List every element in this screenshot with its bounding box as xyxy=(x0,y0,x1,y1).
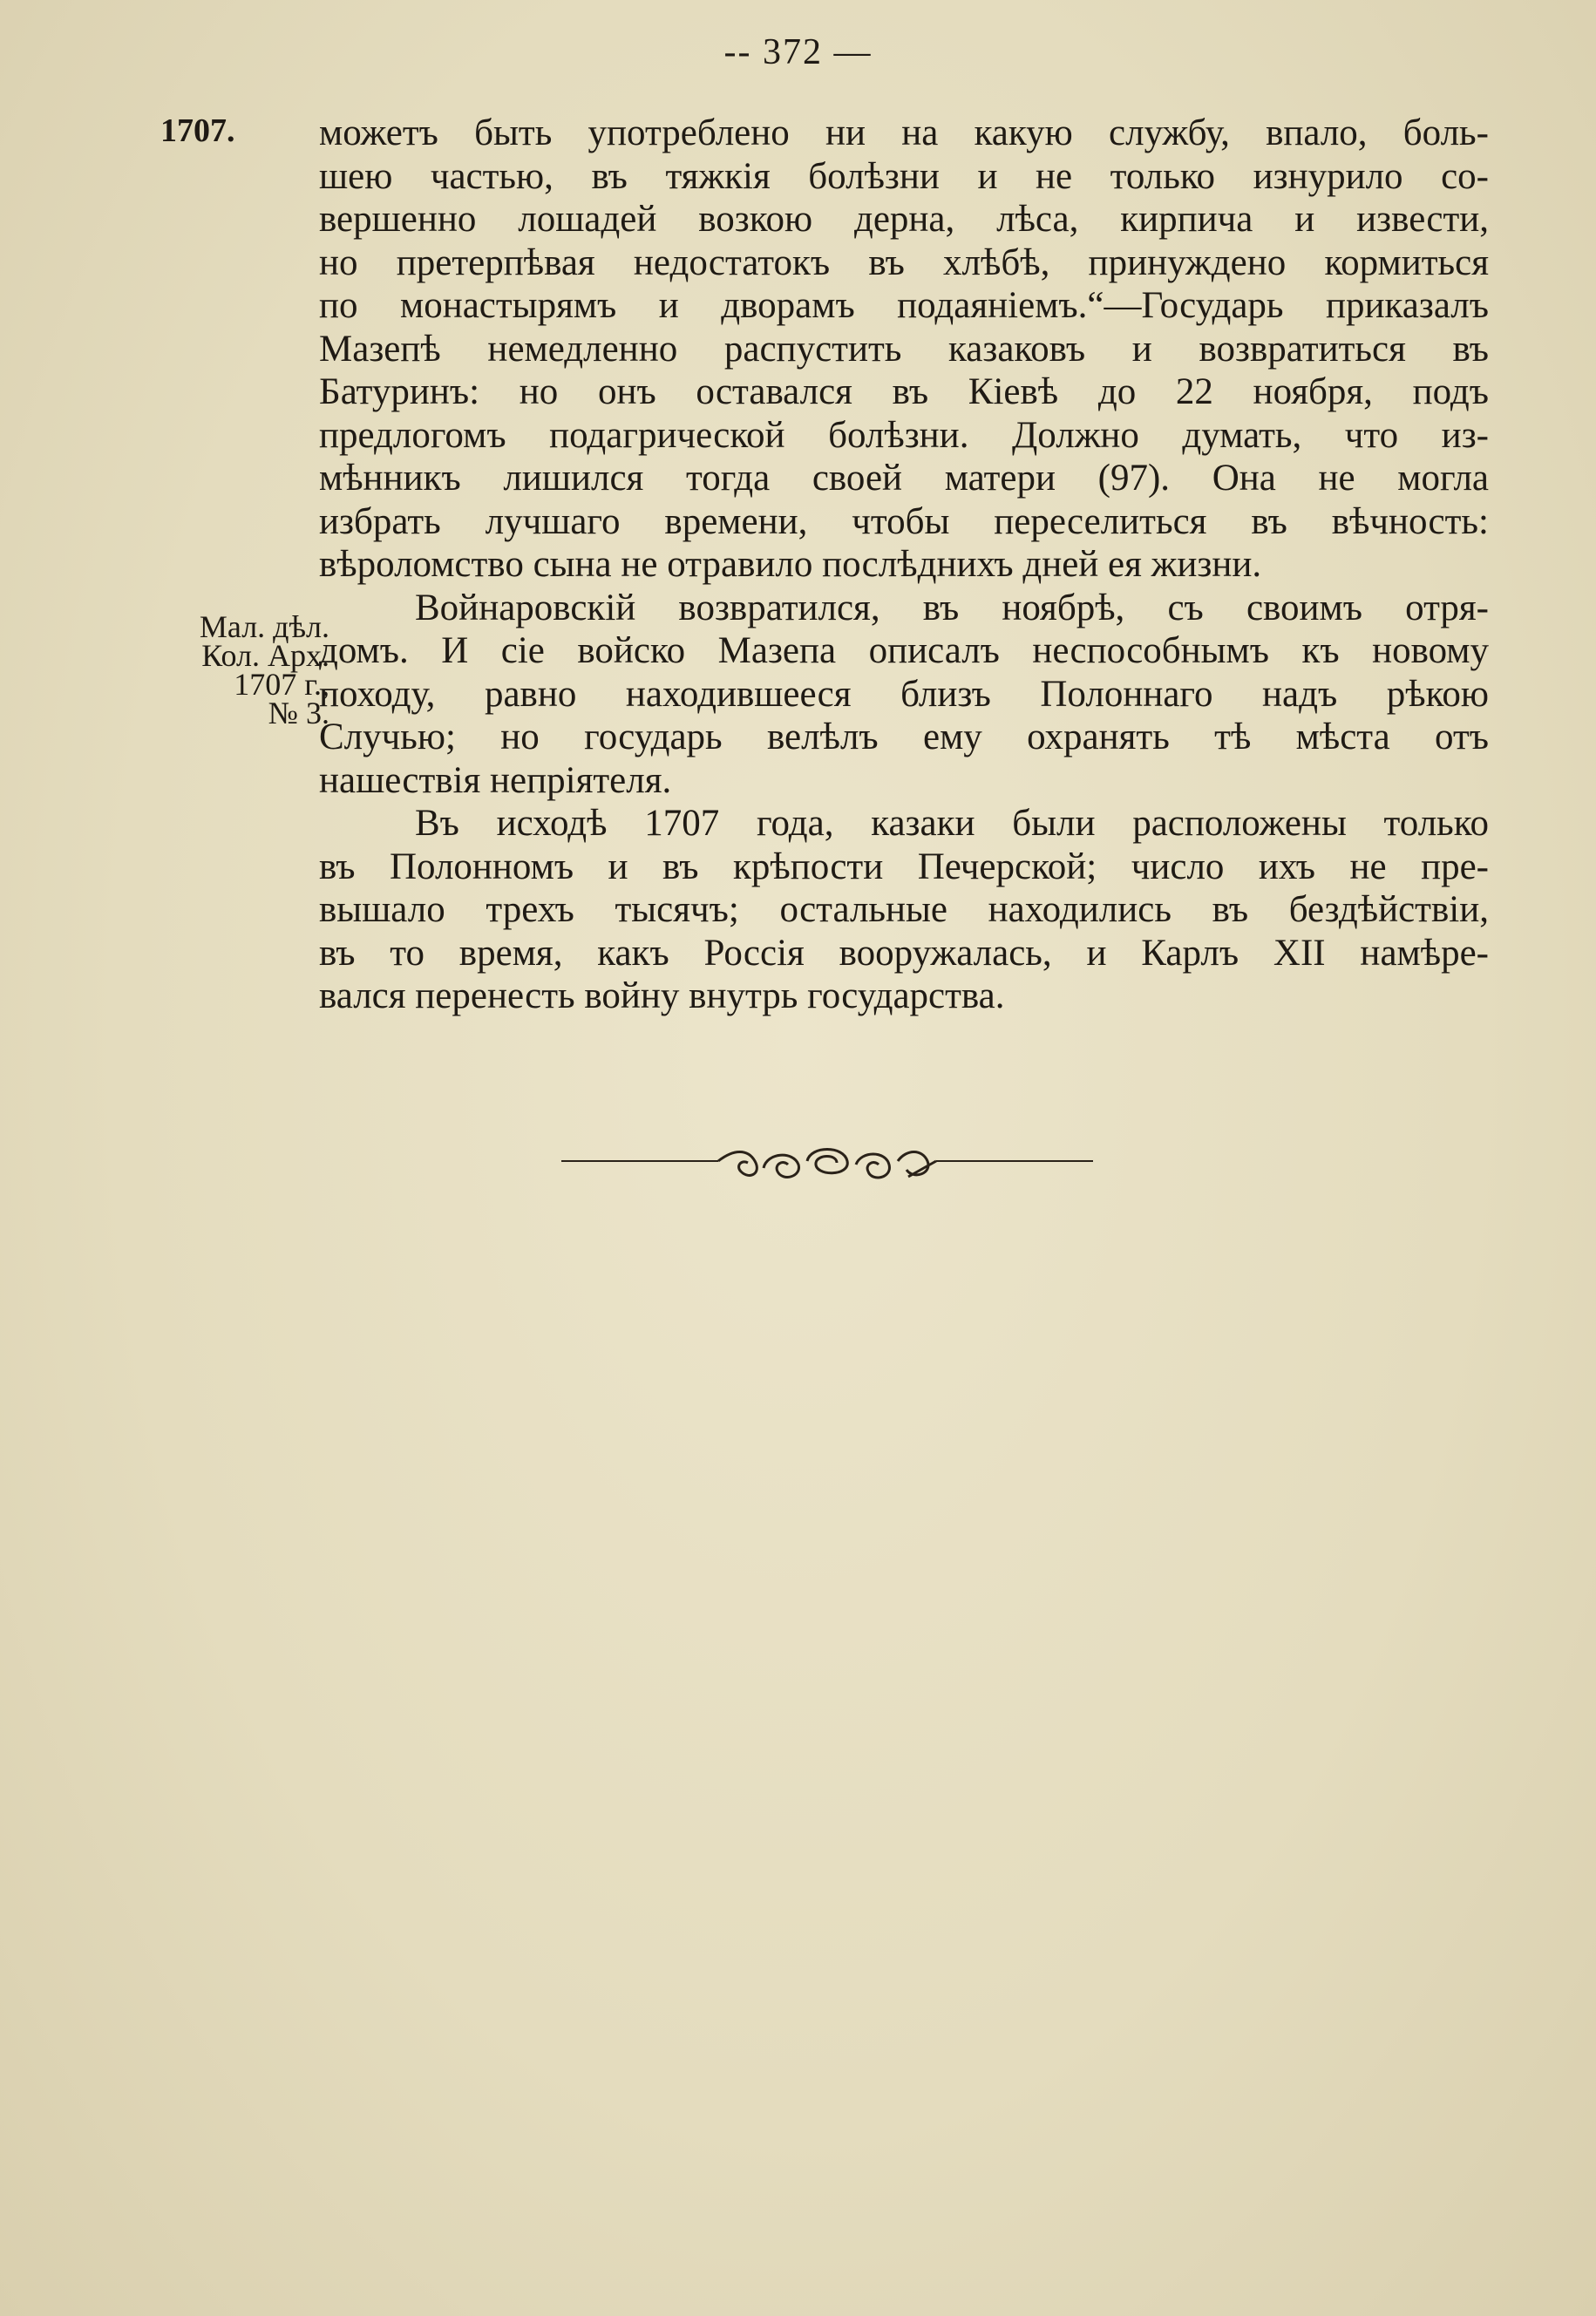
margin-note-line: № 3. xyxy=(268,696,329,730)
paragraph-first-line: Войнаровскій возвратился, въ ноябрѣ, съ своимъ отря- xyxy=(415,587,1489,628)
ornament-divider xyxy=(561,1142,1093,1191)
text-line: походу, равно находившееся близъ Полоннаго надъ рѣкою xyxy=(319,673,1489,715)
margin-source-note xyxy=(155,609,329,730)
paragraph-first-line: Въ исходѣ 1707 года, казаки были расположены только xyxy=(415,803,1489,844)
page-number: -- 372 — xyxy=(723,32,873,72)
text-line: вался перенесть войну внутрь государства. xyxy=(319,975,1005,1016)
margin-note-line: Мал. дѣл. xyxy=(199,609,329,644)
text-line: Случью; но государь велѣлъ ему охранять тѣ мѣста отъ xyxy=(319,717,1489,757)
text-line: но претерпѣвая недостатокъ въ хлѣбѣ, принуждено кормиться xyxy=(319,241,1489,283)
text-line: въ то время, какъ Россія вооружалась, и Карлъ XII намѣре- xyxy=(319,932,1489,974)
text-line: мѣнникъ лишился тогда своей матери (97). Она не могла xyxy=(319,458,1489,499)
body-text xyxy=(319,112,1489,1018)
text-line: предлогомъ подагрической болѣзни. Должно думать, что из- xyxy=(319,414,1489,456)
text-line: вѣроломство сына не отравило послѣднихъ дней ея жизни. xyxy=(319,544,1262,585)
text-line: домъ. И сіе войско Мазепа описалъ неспособнымъ къ новому xyxy=(319,630,1489,671)
text-line: въ Полонномъ и въ крѣпости Печерской; число ихъ не пре- xyxy=(319,846,1489,887)
text-line: избрать лучшаго времени, чтобы переселиться въ вѣчность: xyxy=(319,500,1489,542)
text-line: Батуринъ: но онъ оставался въ Кіевѣ до 22 ноября, подъ xyxy=(319,371,1489,412)
margin-note-line: Кол. Арх. xyxy=(201,638,329,673)
text-line: по монастырямъ и дворамъ подаяніемъ.“—Государь приказалъ xyxy=(319,285,1489,326)
text-line: можетъ быть употреблено ни на какую службу, впало, боль- xyxy=(319,112,1489,153)
text-line: нашествія непріятеля. xyxy=(319,759,672,801)
text-line: шею частью, въ тяжкія болѣзни и не только изнурило со- xyxy=(319,155,1489,197)
text-line: вершенно лошадей возкою дерна, лѣса, кирпича и извести, xyxy=(319,199,1489,240)
text-line: Мазепѣ немедленно распустить казаковъ и возвратиться въ xyxy=(319,328,1489,370)
margin-year: 1707. xyxy=(160,112,235,149)
margin-note-line: 1707 г., xyxy=(234,667,329,702)
text-line: вышало трехъ тысячъ; остальные находились въ бездѣйствіи, xyxy=(319,889,1489,930)
